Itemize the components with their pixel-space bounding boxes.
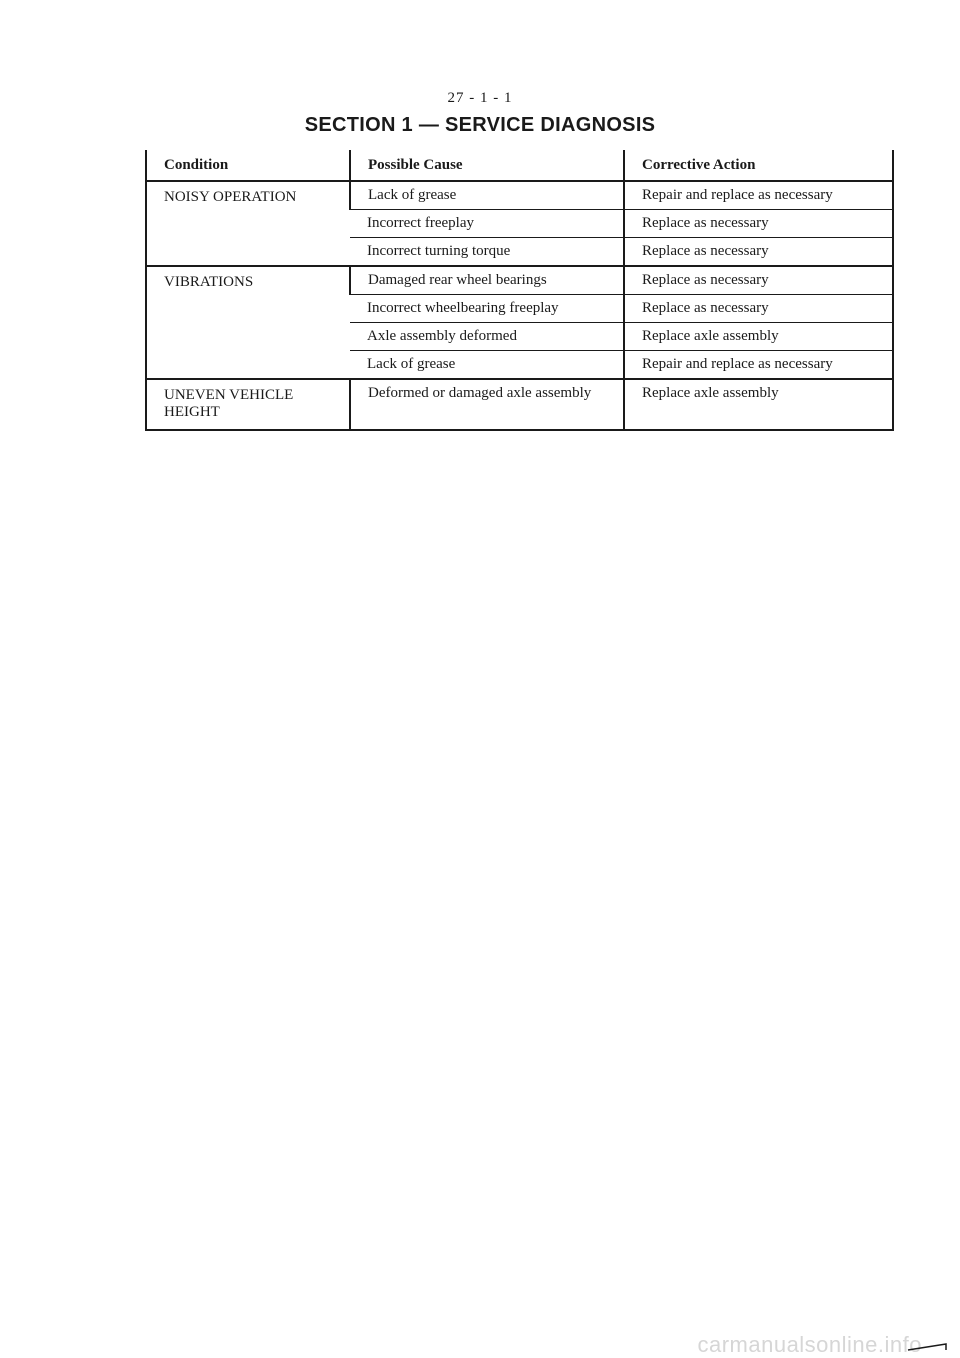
cause-cell: Lack of grease xyxy=(350,351,624,380)
cause-cell: Incorrect freeplay xyxy=(350,210,624,238)
header-corrective-action: Corrective Action xyxy=(624,150,893,181)
action-cell: Repair and replace as necessary xyxy=(624,181,893,210)
cause-cell: Incorrect wheelbearing freeplay xyxy=(350,295,624,323)
header-possible-cause: Possible Cause xyxy=(350,150,624,181)
cause-cell: Axle assembly deformed xyxy=(350,323,624,351)
table-header-row xyxy=(146,150,893,181)
service-diagnosis-table xyxy=(145,150,894,431)
condition-cell: VIBRATIONS xyxy=(146,266,350,379)
action-cell: Replace as necessary xyxy=(624,266,893,295)
table-row xyxy=(146,379,893,430)
cause-cell: Incorrect turning torque xyxy=(350,238,624,267)
section-title: SECTION 1 — SERVICE DIAGNOSIS xyxy=(304,114,656,136)
condition-cell: NOISY OPERATION xyxy=(146,181,350,266)
page-number: 27 - 1 - 1 xyxy=(447,90,513,106)
action-cell: Replace axle assembly xyxy=(624,379,893,430)
footer-corner-mark xyxy=(906,1340,948,1352)
action-cell: Replace as necessary xyxy=(624,295,893,323)
watermark-text: carmanualsonline.info xyxy=(697,1332,922,1357)
cause-cell: Damaged rear wheel bearings xyxy=(350,266,624,295)
action-cell: Replace axle assembly xyxy=(624,323,893,351)
action-cell: Replace as necessary xyxy=(624,238,893,267)
header-condition: Condition xyxy=(146,150,350,181)
condition-cell: UNEVEN VEHICLE HEIGHT xyxy=(146,379,350,430)
action-cell: Repair and replace as necessary xyxy=(624,351,893,380)
cause-cell: Lack of grease xyxy=(350,181,624,210)
table-row xyxy=(146,266,893,295)
cause-cell: Deformed or damaged axle assembly xyxy=(350,379,624,430)
action-cell: Replace as necessary xyxy=(624,210,893,238)
table-row xyxy=(146,181,893,210)
